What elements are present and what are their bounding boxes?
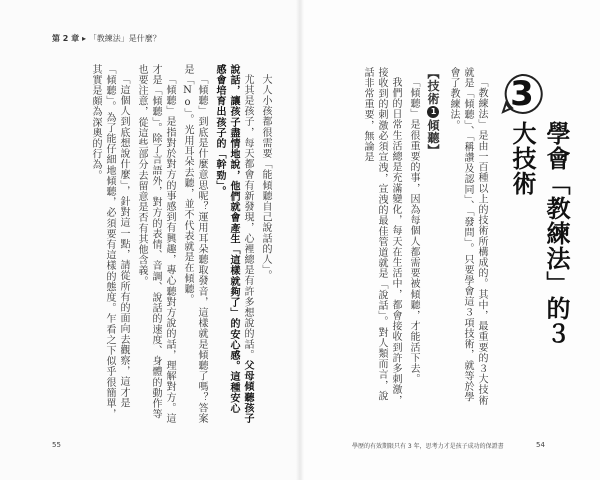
right-page-body <box>356 67 488 409</box>
technique-number: 1 <box>429 107 438 117</box>
book-gutter <box>296 0 304 480</box>
paragraph <box>88 64 130 424</box>
technique-paragraphs <box>360 67 420 409</box>
chapter-title: 學會「教練法」的３大技術 <box>508 121 570 346</box>
paragraph <box>134 64 176 424</box>
page-number-left: 55 <box>52 441 61 449</box>
chapter-intro: 「教練法」是由一百種以上的技術所構成的。其中，最重要的３大技術就是「傾聽」、「稱讚及認同」、「發問」。只要學會這３項技術，就等於學會了教練法。 <box>448 67 487 406</box>
body-text: 大人小孩都很需要「能傾聽自己說話的人」。 <box>260 74 271 281</box>
chapter-label: 第 2 章 <box>52 34 80 43</box>
body-text: 「傾聽」是很重要的事，因為每個人都需要被傾聽，才能活下去。 <box>408 77 419 385</box>
technique-name: 傾聽 <box>426 118 440 145</box>
body-text: 「傾聽」到底是什麼意思呢？運用耳朵聽取發音，這樣就是傾聽了嗎？答案是「No」。光用耳朵去聽，並不代表就是在傾聽。 <box>182 64 207 424</box>
paragraph <box>360 67 402 409</box>
body-text: 「這個人到底想說什麼」，針對這一點，請從所有的面向去觀察，這才是「傾聽」。為了能仔細地傾聽，必須要有這樣的態度。乍看之下似乎很簡單，其實是頗為深奧的行為。 <box>90 64 129 420</box>
running-head: 第 2 章 ▸ 「教練法」是什麼？ <box>52 34 161 43</box>
page-number-right: 54 <box>536 441 545 449</box>
paragraph <box>180 64 208 424</box>
technique-prefix: 技術 <box>426 79 440 105</box>
left-page-body <box>48 64 272 424</box>
emphasis-text: 父母傾聽孩子說話，讓孩子盡情地說，他們就會產生「這樣就夠了」的安心感。這種安心感會培育出孩子的「幹勁」。 <box>214 64 253 424</box>
paragraph <box>212 64 254 424</box>
chapter-subtitle: 「教練法」是什麼？ <box>88 34 161 43</box>
running-footer: 學歷的有效期限只有 3 年，思考力才是孩子成功的保證書 <box>352 443 504 450</box>
technique-heading: 【技術1傾聽】 <box>426 67 440 157</box>
body-text: 「傾聽」是指對於對方的事感到有興趣，專心聽對方說的話，理解對方。這才是「傾聽」。除了言語外，對方的表情、音調、說話的速度、身體的動作等也要注意，從這些部分去留意是否有其他含義。 <box>136 64 175 424</box>
chapter-number: 3 <box>510 74 534 114</box>
paragraph <box>258 64 272 424</box>
paragraph <box>406 67 420 409</box>
body-text: 我們的日常生活總是充滿變化，每天在生活中，都會接收到許多刺激，接收到的刺激必須宣洩，宣洩的最佳管道就是「說話」。對人類而言，說話非常重要，無論是 <box>362 67 401 406</box>
body-text: 尤其是孩子，每天都會有新發現，心裡總是有許多想說的話。 <box>242 74 253 361</box>
